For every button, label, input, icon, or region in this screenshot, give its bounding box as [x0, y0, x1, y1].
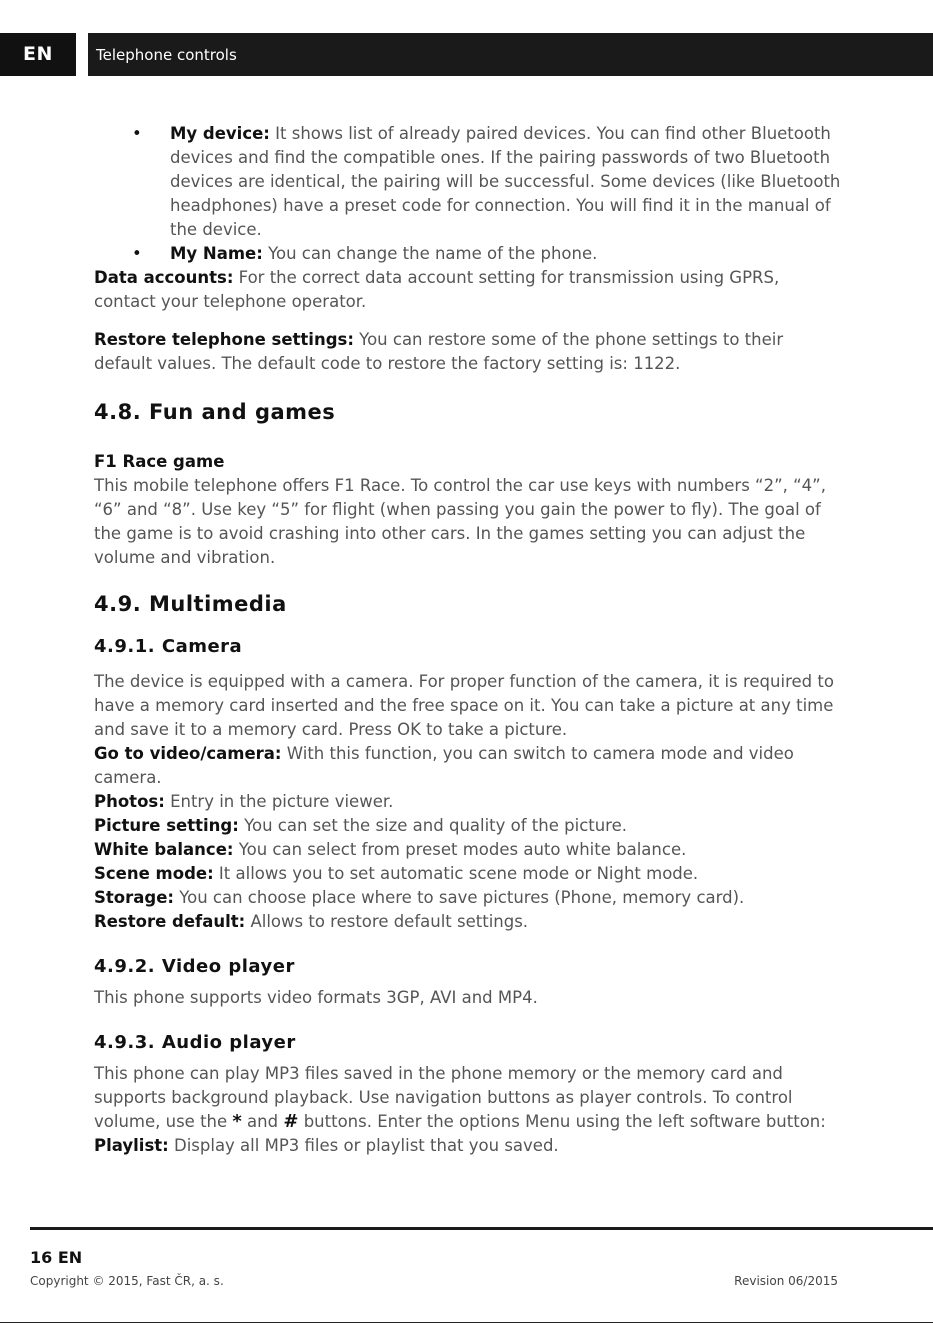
item-text: You can change the name of the phone.	[262, 244, 598, 263]
item-text: Display all MP3 files or playlist that you saved.	[168, 1136, 559, 1155]
item-text: With this function, you can switch to camera mode and video camera.	[94, 744, 794, 787]
item-label: Restore default:	[94, 912, 246, 931]
item-label: White balance:	[94, 840, 234, 859]
item-label: Storage:	[94, 888, 174, 907]
camera-option-item	[94, 790, 844, 814]
bullet-icon: •	[132, 124, 142, 143]
item-label: Scene mode:	[94, 864, 214, 883]
camera-option-item	[94, 838, 844, 862]
section-title: Telephone controls	[96, 46, 237, 64]
copyright-text: Copyright © 2015, Fast ČR, a. s.	[30, 1274, 224, 1288]
bluetooth-options-list	[94, 122, 844, 266]
camera-option-item	[94, 742, 844, 790]
multimedia-heading: 4.9. Multimedia	[94, 592, 287, 616]
item-text: buttons. Enter the options Menu using the left software button:	[298, 1112, 826, 1131]
page-content	[94, 122, 844, 1158]
item-label: Go to video/camera:	[94, 744, 282, 763]
playlist-item	[94, 1134, 844, 1158]
item-label: Photos:	[94, 792, 165, 811]
item-text: It shows list of already paired devices. You can find other Bluetooth devices and find the compatible ones. If the pairing passwords of two Bluetooth devices are identical, the pairing will be successful. Some devices (like Bluetooth headphones) have a preset code for connection. You will find it in the manual of the device.	[170, 124, 841, 239]
list-item	[94, 242, 844, 266]
item-label: Playlist:	[94, 1136, 169, 1155]
audio-player-heading: 4.9.3. Audio player	[94, 1032, 296, 1053]
page-number: 16 EN	[30, 1248, 83, 1267]
page-header	[0, 33, 933, 76]
item-text: You can set the size and quality of the picture.	[238, 816, 628, 835]
camera-option-item	[94, 886, 844, 910]
item-text: For the correct data account setting for transmission using GPRS, contact your telephone operator.	[94, 268, 780, 311]
item-label: Picture setting:	[94, 816, 239, 835]
item-text: It allows you to set automatic scene mode or Night mode.	[213, 864, 699, 883]
item-label: Data accounts:	[94, 268, 234, 287]
hash-key-icon: #	[283, 1111, 299, 1132]
video-player-paragraph: This phone supports video formats 3GP, AVI and MP4.	[94, 988, 538, 1007]
bullet-icon: •	[132, 244, 142, 263]
item-text: You can choose place where to save pictures (Phone, memory card).	[173, 888, 745, 907]
camera-intro-paragraph: The device is equipped with a camera. For proper function of the camera, it is required to have a memory card inserted and the free space on it. You can take a picture at any time and save it to a memory card. Press OK to take a picture.	[94, 672, 834, 739]
list-item	[94, 122, 844, 242]
camera-option-item	[94, 910, 844, 934]
restore-settings-paragraph	[94, 328, 844, 376]
audio-player-paragraph	[94, 1062, 844, 1134]
footer-divider	[30, 1227, 933, 1230]
data-accounts-paragraph	[94, 266, 844, 314]
fun-games-heading: 4.8. Fun and games	[94, 400, 336, 424]
item-text: This phone can play MP3 files saved in the phone memory or the memory card and supports background playback. Use navigation buttons as player controls. To control volume, use the	[94, 1064, 793, 1131]
star-key-icon: *	[232, 1111, 242, 1132]
item-text: and	[241, 1112, 284, 1131]
item-label: My Name:	[170, 244, 263, 263]
item-text: Allows to restore default settings.	[245, 912, 529, 931]
item-text: Entry in the picture viewer.	[164, 792, 394, 811]
item-label: Restore telephone settings:	[94, 330, 354, 349]
item-text: You can select from preset modes auto white balance.	[233, 840, 687, 859]
camera-heading: 4.9.1. Camera	[94, 636, 243, 657]
item-text: You can restore some of the phone settings to their default values. The default code to restore the factory setting is: 1122.	[94, 330, 784, 373]
page-bottom-border	[0, 1322, 933, 1323]
language-tab: EN	[0, 33, 76, 76]
revision-text: Revision 06/2015	[734, 1274, 838, 1288]
f1-race-heading: F1 Race game	[94, 452, 225, 471]
camera-option-item	[94, 862, 844, 886]
header-divider	[76, 33, 88, 76]
video-player-heading: 4.9.2. Video player	[94, 956, 295, 977]
camera-option-item	[94, 814, 844, 838]
item-label: My device:	[170, 124, 270, 143]
f1-race-paragraph: This mobile telephone offers F1 Race. To control the car use keys with numbers “2”, “4”, “6” and “8”. Use key “5” for flight (when passing you gain the power to fly). The goal of the game is to avoid crashing into other cars. In the games setting you can adjust the volume and vibration.	[94, 476, 826, 567]
